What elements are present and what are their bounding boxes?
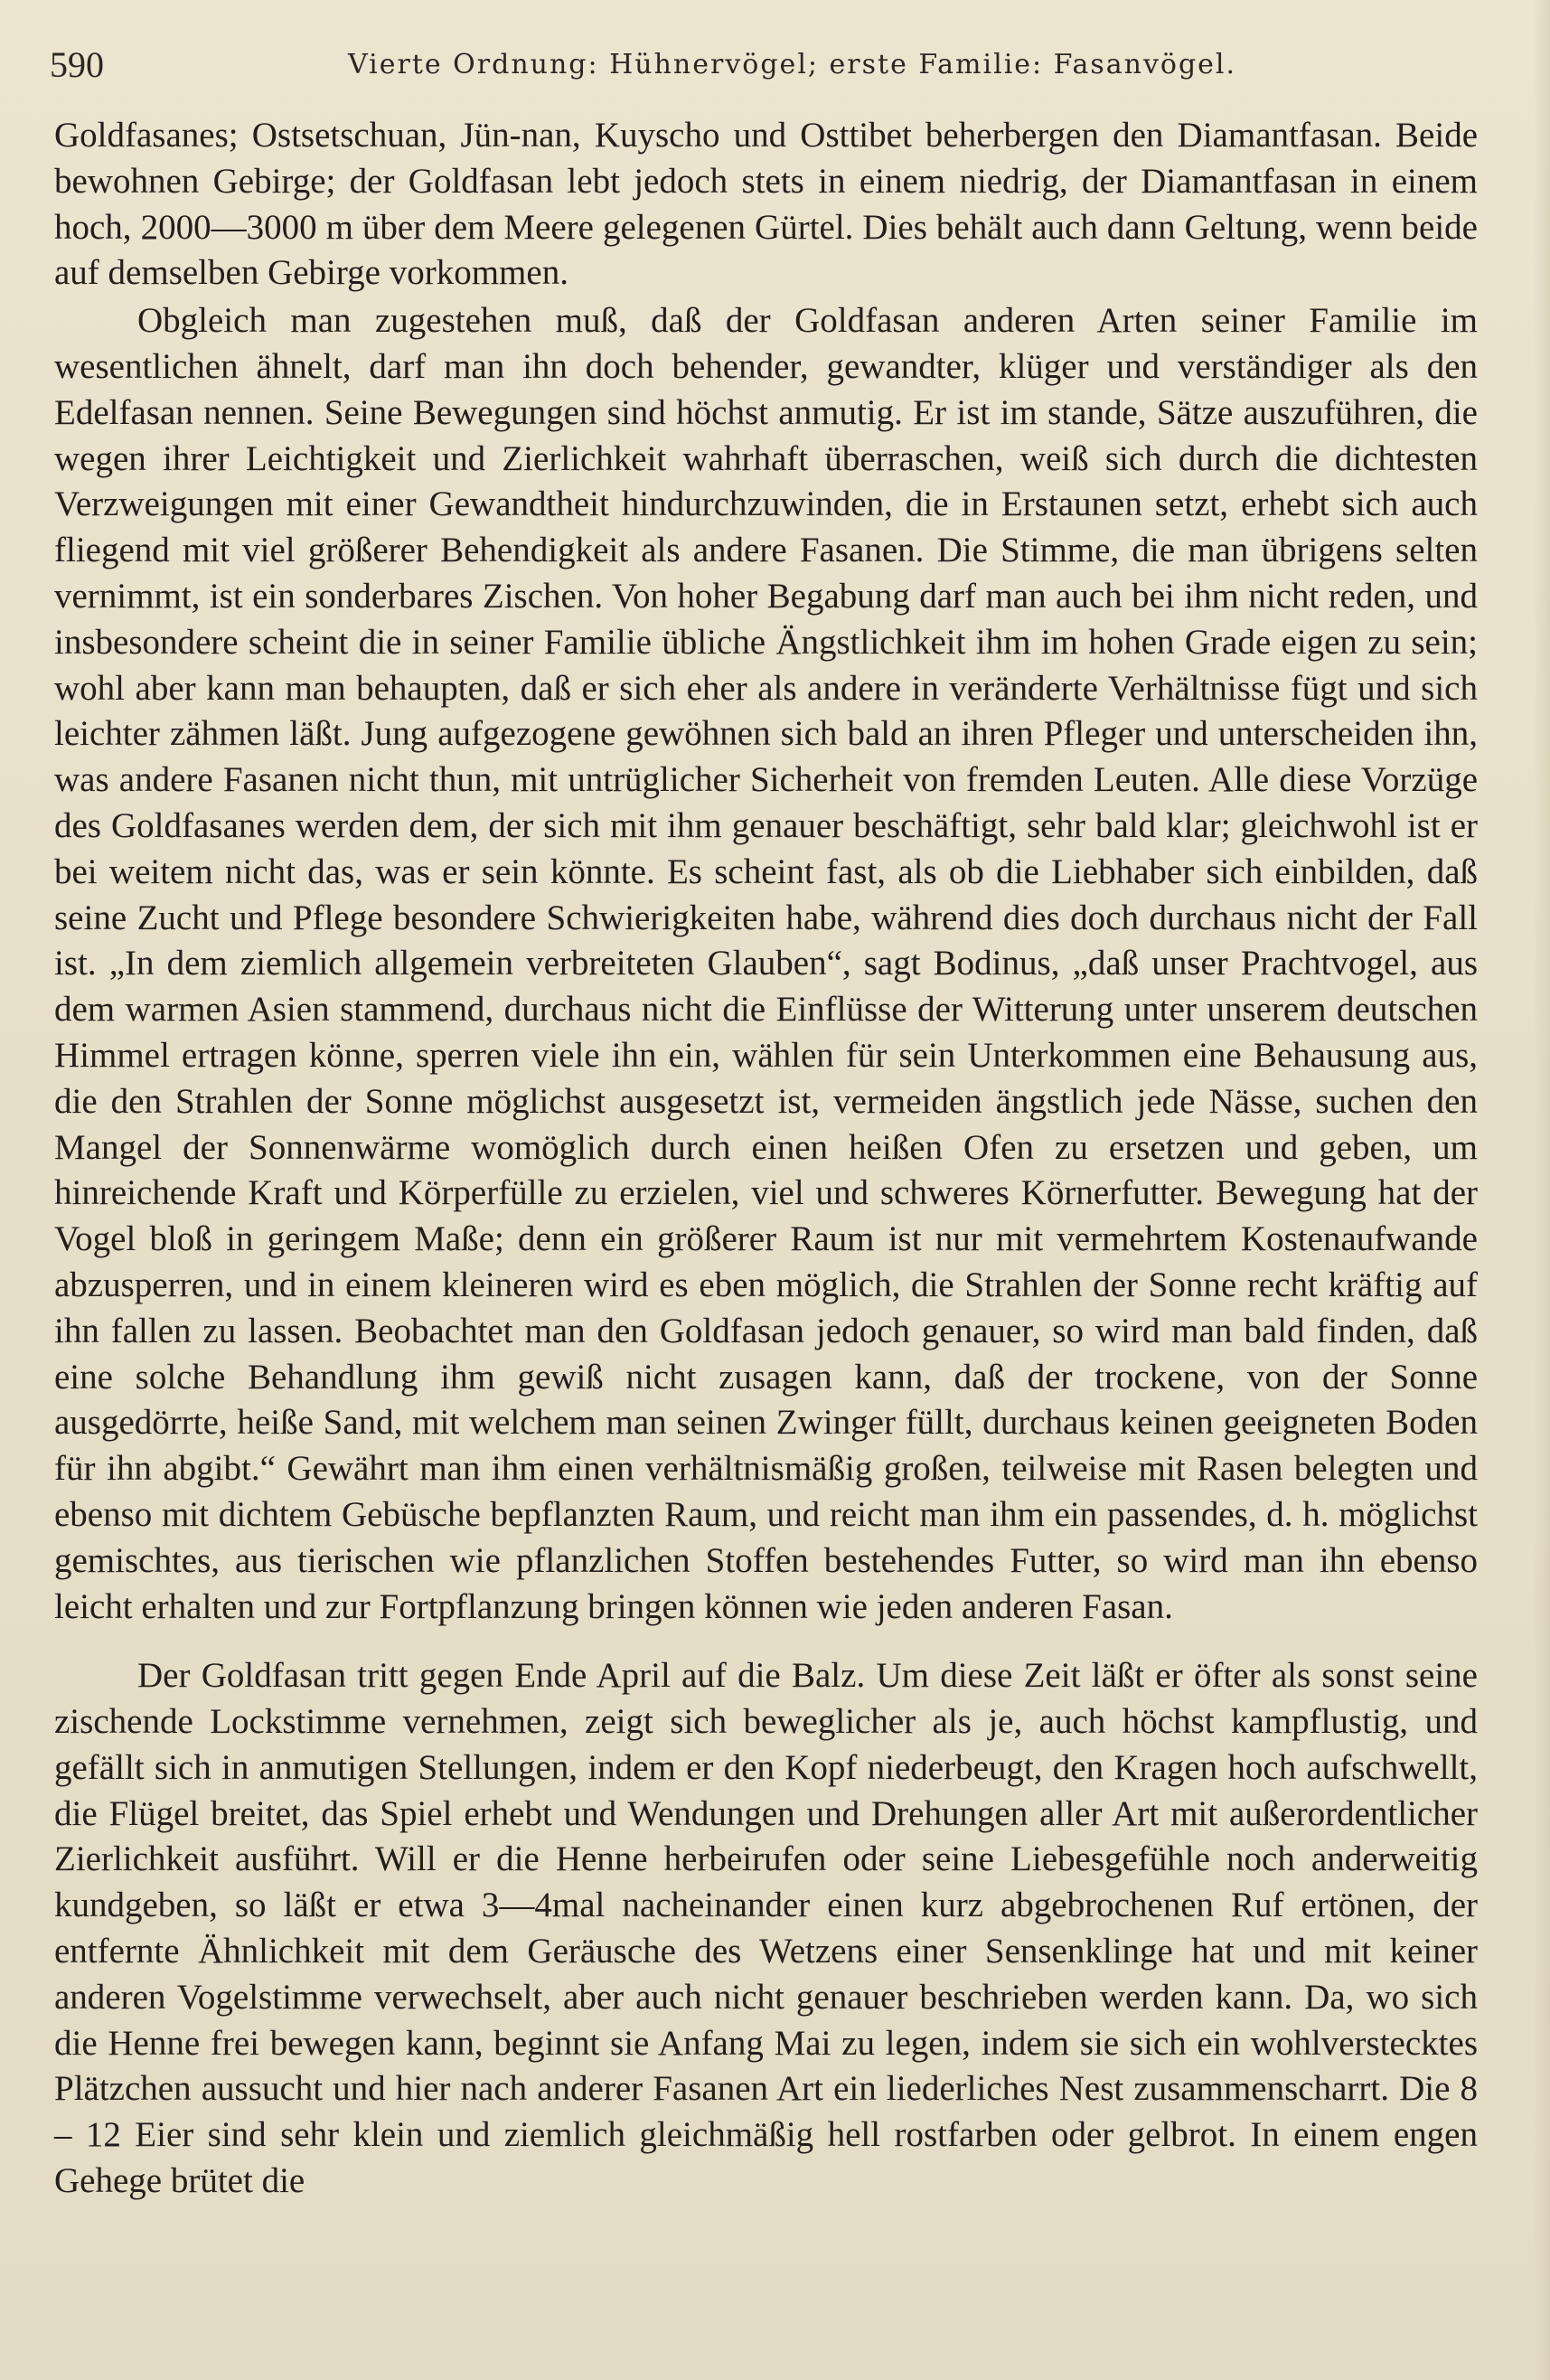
page-edge-shadow — [1534, 0, 1550, 2380]
paragraph-3: Der Goldfasan tritt gegen Ende April auf die Balz. Um diese Zeit läßt er öfter als sonst seine zischende Lockstimme vernehmen, zeigt sich beweglicher als je, auch höchst kampflustig, und gefällt sich in anmutigen Stellungen, indem er den Kopf niederbeugt, den Kragen hoch aufschwellt, die Flügel breitet, das Spiel erhebt und Wendungen und Drehungen aller Art mit außerordentlicher Zierlichkeit ausführt. Will er die Henne herbeirufen oder seine Liebesgefühle noch anderweitig kundgeben, so läßt er etwa 3—4mal nacheinander einen kurz abgebrochenen Ruf ertönen, der entfernte Ähnlichkeit mit dem Geräusche des Wetzens einer Sensenklinge hat und mit keiner anderen Vogelstimme verwechselt, aber auch nicht genauer beschrieben werden kann. Da, wo sich die Henne frei bewegen kann, beginnt sie Anfang Mai zu legen, indem sie sich ein wohlverstecktes Plätzchen aussucht und hier nach anderer Fasanen Art ein liederliches Nest zusammenscharrt. Die 8 – 12 Eier sind sehr klein und ziemlich gleichmäßig hell rostfarben oder gelbrot. In einem engen Gehege brütet die — [54, 1656, 1478, 2201]
running-head: Vierte Ordnung: Hühnervögel; erste Familie: Fasanvögel. — [348, 49, 1237, 80]
paragraph-2: Obgleich man zugestehen muß, daß der Goldfasan anderen Arten seiner Familie im wesentlichen ähnelt, darf man ihn doch behender, gewandter, klüger und verständiger als den Edelfasan nennen. Seine Bewegungen sind höchst anmutig. Er ist im stande, Sätze auszuführen, die wegen ihrer Leichtigkeit und Zierlichkeit wahrhaft überraschen, weiß sich durch die dichtesten Verzweigungen mit einer Gewandtheit hindurchzuwinden, die in Erstaunen setzt, erhebt sich auch fliegend mit viel größerer Behendigkeit als andere Fasanen. Die Stimme, die man übrigens selten vernimmt, ist ein sonderbares Zischen. Von hoher Begabung darf man auch bei ihm nicht reden, und insbesondere scheint die in seiner Familie übliche Ängstlichkeit ihm im hohen Grade eigen zu sein; wohl aber kann man behaupten, daß er sich eher als andere in veränderte Verhältnisse fügt und sich leichter zähmen läßt. Jung aufgezogene gewöhnen sich bald an ihren Pfleger und unterscheiden ihn, was andere Fasanen nicht thun, mit untrüglicher Sicherheit von fremden Leuten. Alle diese Vorzüge des Goldfasanes werden dem, der sich mit ihm genauer beschäftigt, sehr bald klar; gleichwohl ist er bei weitem nicht das, was er sein könnte. Es scheint fast, als ob die Liebhaber sich einbilden, daß seine Zucht und Pflege besondere Schwierigkeiten habe, während dies doch durchaus nicht der Fall ist. „In dem ziemlich allgemein verbreiteten Glauben“, sagt Bodinus, „daß unser Prachtvogel, aus dem warmen Asien stammend, durchaus nicht die Einflüsse der Witterung unter unserem deutschen Himmel ertragen könne, sperren viele ihn ein, wählen für sein Unterkommen eine Behausung aus, die den Strahlen der Sonne möglichst ausgesetzt ist, vermeiden ängstlich jede Nässe, suchen den Mangel der Sonnenwärme womöglich durch einen heißen Ofen zu ersetzen und geben, um hinreichende Kraft und Körperfülle zu erzielen, viel und schweres Körnerfutter. Bewegung hat der Vogel bloß in geringem Maße; denn ein größerer Raum ist nur mit vermehrtem Kostenaufwande abzusperren, und in einem kleineren wird es eben möglich, die Strahlen der Sonne recht kräftig auf ihn fallen zu lassen. Beobachtet man den Goldfasan jedoch genauer, so wird man bald finden, daß eine solche Behandlung ihm gewiß nicht zusagen kann, daß der trockene, von der Sonne ausgedörrte, heiße Sand, mit welchem man seinen Zwinger füllt, durchaus keinen geeigneten Boden für ihn abgibt.“ Gewährt man ihm einen verhältnismäßig großen, teilweise mit Rasen belegten und ebenso mit dichtem Gebüsche bepflanzten Raum, und reicht man ihm ein passendes, d. h. möglichst gemischtes, aus tierischen wie pflanzlichen Stoffen bestehendes Futter, so wird man ihn ebenso leicht erhalten und zur Fortpflanzung bringen können wie jeden anderen Fasan. — [54, 301, 1478, 1626]
body-text — [54, 113, 1478, 2205]
page-header — [50, 36, 1478, 99]
page-number: 590 — [50, 44, 104, 85]
paragraph-1: Goldfasanes; Ostsetschuan, Jün-nan, Kuyscho und Osttibet beherbergen den Diamantfasan. Beide bewohnen Gebirge; der Goldfasan lebt jedoch stets in einem niedrig, der Diamantfasan in einem hoch, 2000—3000 m über dem Meere gelegenen Gürtel. Dies behält auch dann Geltung, wenn beide auf demselben Gebirge vorkommen. — [54, 116, 1478, 293]
